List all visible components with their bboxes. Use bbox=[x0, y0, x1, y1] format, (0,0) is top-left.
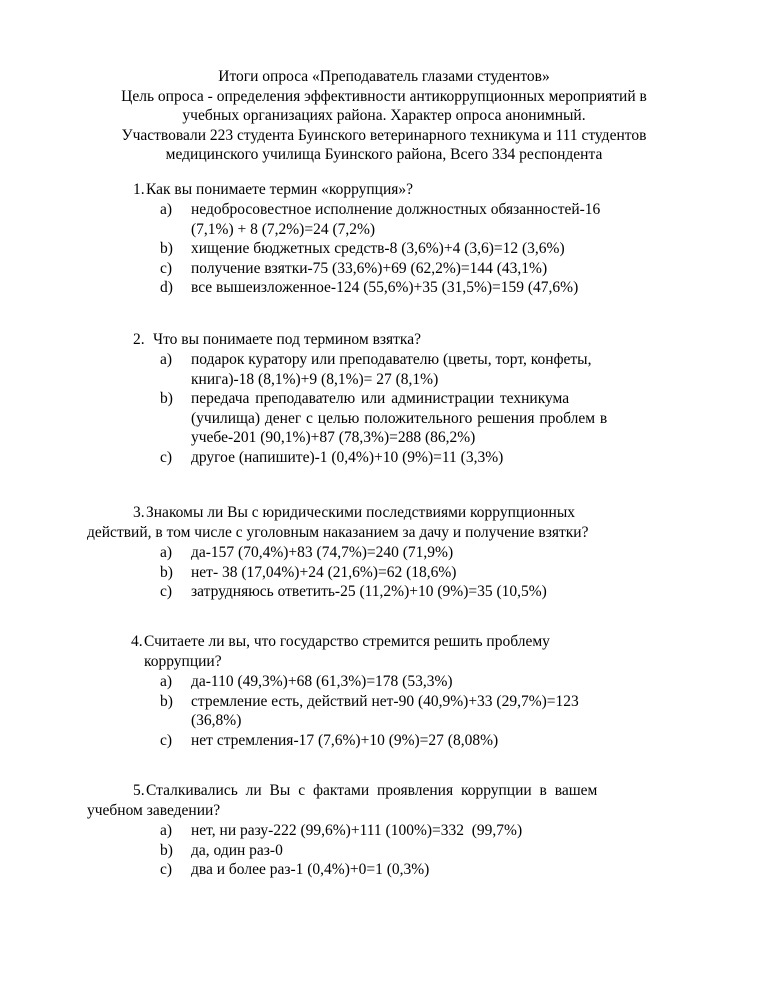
list-item bbox=[160, 350, 680, 389]
question-2 bbox=[133, 330, 421, 350]
answer-line: (36,8%) bbox=[191, 712, 242, 729]
answer-letter: d) bbox=[160, 279, 173, 296]
answer-letter: c) bbox=[160, 861, 173, 878]
answer-line: другое (напишите)-1 (0,4%)+10 (9%)=11 (3,3%) bbox=[191, 448, 504, 466]
question-1 bbox=[133, 180, 413, 200]
answer-line: получение взятки-75 (33,6%)+69 (62,2%)=144 (43,1%) bbox=[191, 259, 548, 277]
answer-line: учебе-201 (90,1%)+87 (78,3%)=288 (86,2%) bbox=[191, 429, 476, 446]
answer-line: (7,1%) + 8 (7,2%)=24 (7,2%) bbox=[191, 220, 376, 238]
question-number: 3. bbox=[133, 504, 145, 521]
question-number: 5. bbox=[133, 782, 145, 799]
answers-list-1 bbox=[160, 200, 680, 298]
answer-letter: a) bbox=[160, 544, 173, 561]
answer-line: два и более раз-1 (0,4%)+0=1 (0,3%) bbox=[191, 861, 430, 878]
header-line: Цель опроса - определения эффективности антикоррупционных мероприятий в bbox=[121, 87, 647, 105]
answer-letter: c) bbox=[160, 259, 173, 277]
question-3 bbox=[133, 503, 575, 523]
header-line: медицинского училища Буинского района, Всего 334 респондента bbox=[165, 146, 603, 163]
question-3-continuation bbox=[87, 523, 588, 543]
list-item bbox=[160, 821, 680, 841]
header-line: Участвовали 223 студента Буинского ветеринарного техникума и 111 студентов bbox=[121, 126, 647, 144]
answer-line: затрудняюсь ответить-25 (11,2%)+10 (9%)=35 (10,5%) bbox=[191, 583, 547, 600]
answer-letter: b) bbox=[160, 563, 173, 581]
list-item bbox=[160, 259, 680, 279]
answer-line: передача преподавателю или администрации техникума bbox=[191, 390, 570, 407]
answer-line: да-157 (70,4%)+83 (74,7%)=240 (71,9%) bbox=[191, 544, 454, 561]
answer-letter: a) bbox=[160, 673, 173, 690]
question-text: Знакомы ли Вы с юридическими последствиями коррупционных bbox=[146, 504, 575, 521]
list-item bbox=[160, 543, 680, 563]
list-item bbox=[160, 860, 680, 880]
answer-line: подарок куратору или преподавателю (цветы, торт, конфеты, bbox=[191, 351, 592, 368]
answer-letter: c) bbox=[160, 583, 173, 600]
question-5 bbox=[133, 781, 665, 801]
document-header bbox=[60, 67, 708, 165]
answers-list-5 bbox=[160, 821, 680, 880]
question-5-continuation bbox=[87, 801, 220, 821]
answer-line: да-110 (49,3%)+68 (61,3%)=178 (53,3%) bbox=[191, 673, 453, 690]
question-4-continuation bbox=[144, 652, 222, 672]
question-number: 1. bbox=[133, 181, 145, 198]
answer-line: нет стремления-17 (7,6%)+10 (9%)=27 (8,08%) bbox=[191, 731, 499, 749]
answer-line: книга)-18 (8,1%)+9 (8,1%)= 27 (8,1%) bbox=[191, 370, 439, 388]
answers-list-2 bbox=[160, 350, 680, 467]
answer-line: да, один раз-0 bbox=[191, 841, 283, 859]
answer-letter: a) bbox=[160, 351, 173, 368]
answer-letter: c) bbox=[160, 448, 173, 466]
answer-line: стремление есть, действий нет-90 (40,9%)+33 (29,7%)=123 bbox=[191, 692, 579, 710]
list-item bbox=[160, 448, 680, 468]
question-text: Считаете ли вы, что государство стремится решить проблему bbox=[144, 633, 550, 650]
list-item bbox=[160, 200, 680, 239]
question-4 bbox=[131, 632, 550, 652]
answer-letter: c) bbox=[160, 731, 173, 749]
question-text: учебном заведении? bbox=[87, 802, 221, 819]
answer-letter: a) bbox=[160, 201, 173, 218]
question-text: действий, в том числе с уголовным наказанием за дачу и получение взятки? bbox=[87, 524, 589, 541]
question-text: Что вы понимаете под термином взятка? bbox=[153, 331, 421, 348]
list-item bbox=[160, 563, 680, 583]
question-text: коррупции? bbox=[144, 653, 222, 670]
list-item bbox=[160, 731, 680, 751]
answer-line: все вышеизложенное-124 (55,6%)+35 (31,5%)=159 (47,6%) bbox=[191, 279, 579, 296]
answer-line: хищение бюджетных средств-8 (3,6%)+4 (3,6)=12 (3,6%) bbox=[191, 240, 565, 257]
question-number: 2. bbox=[133, 331, 145, 348]
answer-line: недобросовестное исполнение должностных обязанностей-16 bbox=[191, 201, 601, 218]
list-item bbox=[160, 278, 680, 298]
answers-list-4 bbox=[160, 672, 680, 750]
answer-letter: b) bbox=[160, 390, 173, 407]
answers-list-3 bbox=[160, 543, 680, 602]
answer-letter: b) bbox=[160, 841, 173, 859]
answer-letter: b) bbox=[160, 240, 173, 257]
list-item bbox=[160, 841, 680, 861]
list-item bbox=[160, 239, 680, 259]
list-item bbox=[160, 692, 680, 731]
list-item bbox=[160, 389, 680, 448]
header-line: учебных организациях района. Характер опроса анонимный. bbox=[182, 107, 586, 124]
answer-letter: a) bbox=[160, 822, 173, 839]
question-text: Сталкивались ли Вы с фактами проявления коррупции в вашем bbox=[146, 782, 598, 799]
question-number: 4. bbox=[131, 633, 143, 650]
list-item bbox=[160, 672, 680, 692]
answer-letter: b) bbox=[160, 692, 173, 710]
list-item bbox=[160, 582, 680, 602]
answer-line: (училища) денег с целью положительного решения проблем в bbox=[191, 409, 608, 427]
question-text: Как вы понимаете термин «коррупция»? bbox=[146, 181, 414, 198]
document-title: Итоги опроса «Преподаватель глазами студентов» bbox=[218, 68, 550, 85]
answer-line: нет, ни разу-222 (99,6%)+111 (100%)=332 (99,7%) bbox=[191, 822, 523, 839]
answer-line: нет- 38 (17,04%)+24 (21,6%)=62 (18,6%) bbox=[191, 563, 457, 581]
